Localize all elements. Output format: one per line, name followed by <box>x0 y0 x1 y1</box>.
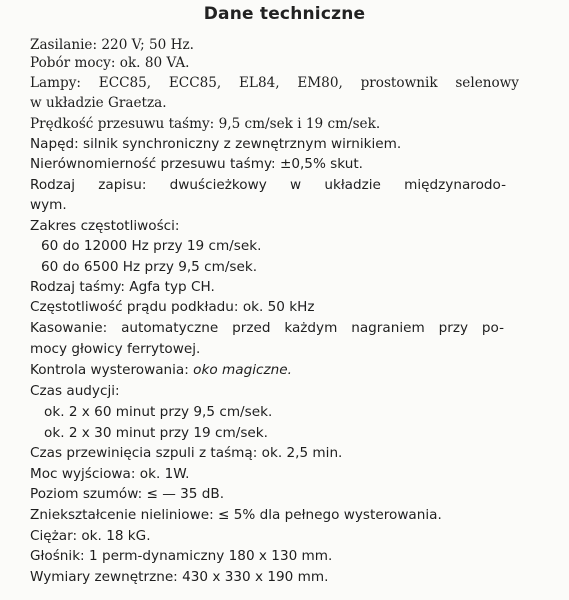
spec-recording-time-19 <box>44 424 268 442</box>
spec-output-power <box>30 465 189 483</box>
spec-value: ok. 2 x 30 minut przy 19 cm/sek. <box>44 425 268 441</box>
spec-label: Czas przewinięcia szpuli z taśmą: <box>30 445 258 461</box>
spec-value: 1 perm-dynamiczny 180 x 130 mm. <box>88 548 333 564</box>
spec-value: ECC85, ECC85, EL84, EM80, prostownik selenowy <box>98 75 519 91</box>
spec-label: Lampy: <box>30 75 81 91</box>
spec-label: Rodzaj taśmy: <box>30 279 125 295</box>
spec-label: Głośnik: <box>30 548 85 564</box>
spec-value: ±0,5% skut. <box>279 156 363 172</box>
spec-value: ok. 2 x 60 minut przy 9,5 cm/sek. <box>44 404 273 420</box>
spec-value: silnik synchroniczny z zewnętrznym wirnikiem. <box>83 136 402 152</box>
spec-erasing <box>30 319 504 337</box>
spec-value: Agfa typ CH. <box>129 279 215 295</box>
spec-label: Czas audycji: <box>30 383 120 399</box>
spec-label: Prędkość przesuwu taśmy: <box>30 116 215 132</box>
spec-value: automatyczne przed każdym nagraniem przy po- <box>121 320 504 336</box>
spec-value: ok. 2,5 min. <box>261 445 343 461</box>
spec-label: Poziom szumów: <box>30 486 143 502</box>
spec-value: 60 do 6500 Hz przy 9,5 cm/sek. <box>41 259 258 275</box>
spec-value: w układzie Graetza. <box>30 95 167 111</box>
spec-frequency-range <box>30 217 180 235</box>
spec-label: Zniekształcenie nieliniowe: <box>30 507 214 523</box>
spec-value: mocy głowicy ferrytowej. <box>30 341 201 357</box>
spec-drive <box>30 135 401 153</box>
spec-noise-level <box>30 485 224 503</box>
spec-label: Napęd: <box>30 136 79 152</box>
spec-value: 9,5 cm/sek i 19 cm/sek. <box>218 116 381 132</box>
spec-label: Nierównomierność przesuwu taśmy: <box>30 156 276 172</box>
spec-label: Ciężar: <box>30 528 78 544</box>
spec-recording-type <box>30 176 506 194</box>
spec-speaker <box>30 547 332 565</box>
spec-recording-time <box>30 382 120 400</box>
spec-label: Rodzaj zapisu: <box>30 177 147 193</box>
spec-level-control <box>30 361 292 379</box>
spec-frequency-range-19 <box>41 237 261 255</box>
spec-label: Zakres częstotliwości: <box>30 218 180 234</box>
spec-value: wym. <box>30 197 67 213</box>
spec-distortion <box>30 506 442 524</box>
spec-label: Wymiary zewnętrzne: <box>30 569 178 585</box>
spec-weight <box>30 527 151 545</box>
spec-value: oko magiczne. <box>193 362 292 378</box>
spec-wow-flutter <box>30 155 363 173</box>
spec-value: ok. 80 VA. <box>119 55 190 71</box>
spec-erasing-continued <box>30 340 200 358</box>
spec-label: Częstotliwość prądu podkładu: <box>30 299 239 315</box>
spec-value: ok. 18 kG. <box>81 528 151 544</box>
spec-value: 220 V; 50 Hz. <box>101 37 194 53</box>
spec-label: Pobór mocy: <box>30 55 116 71</box>
page-title: Dane techniczne <box>203 4 366 24</box>
spec-tubes-continued <box>30 94 167 112</box>
spec-value: ok. 1W. <box>139 466 190 482</box>
spec-rewind-time <box>30 444 342 462</box>
spec-tubes <box>30 74 519 92</box>
spec-label: Kasowanie: <box>30 320 108 336</box>
spec-value: ≤ — 35 dB. <box>146 486 225 502</box>
spec-recording-type-continued <box>30 196 67 214</box>
spec-value: ≤ 5% dla pełnego wysterowania. <box>218 507 442 523</box>
spec-value: 60 do 12000 Hz przy 19 cm/sek. <box>41 238 262 254</box>
spec-value: ok. 50 kHz <box>242 299 315 315</box>
spec-bias-frequency <box>30 298 315 316</box>
spec-dimensions <box>30 568 328 586</box>
spec-recording-time-9-5 <box>44 403 272 421</box>
spec-label: Moc wyjściowa: <box>30 466 136 482</box>
spec-label: Kontrola wysterowania: <box>30 362 189 378</box>
spec-power-supply <box>30 36 194 54</box>
spec-power-consumption <box>30 54 189 72</box>
spec-value: dwuścieżkowy w układzie międzynarodo- <box>169 177 507 193</box>
spec-frequency-range-9-5 <box>41 258 257 276</box>
spec-label: Zasilanie: <box>30 37 98 53</box>
spec-tape-type <box>30 278 215 296</box>
spec-value: 430 x 330 x 190 mm. <box>182 569 329 585</box>
spec-tape-speed <box>30 115 380 133</box>
